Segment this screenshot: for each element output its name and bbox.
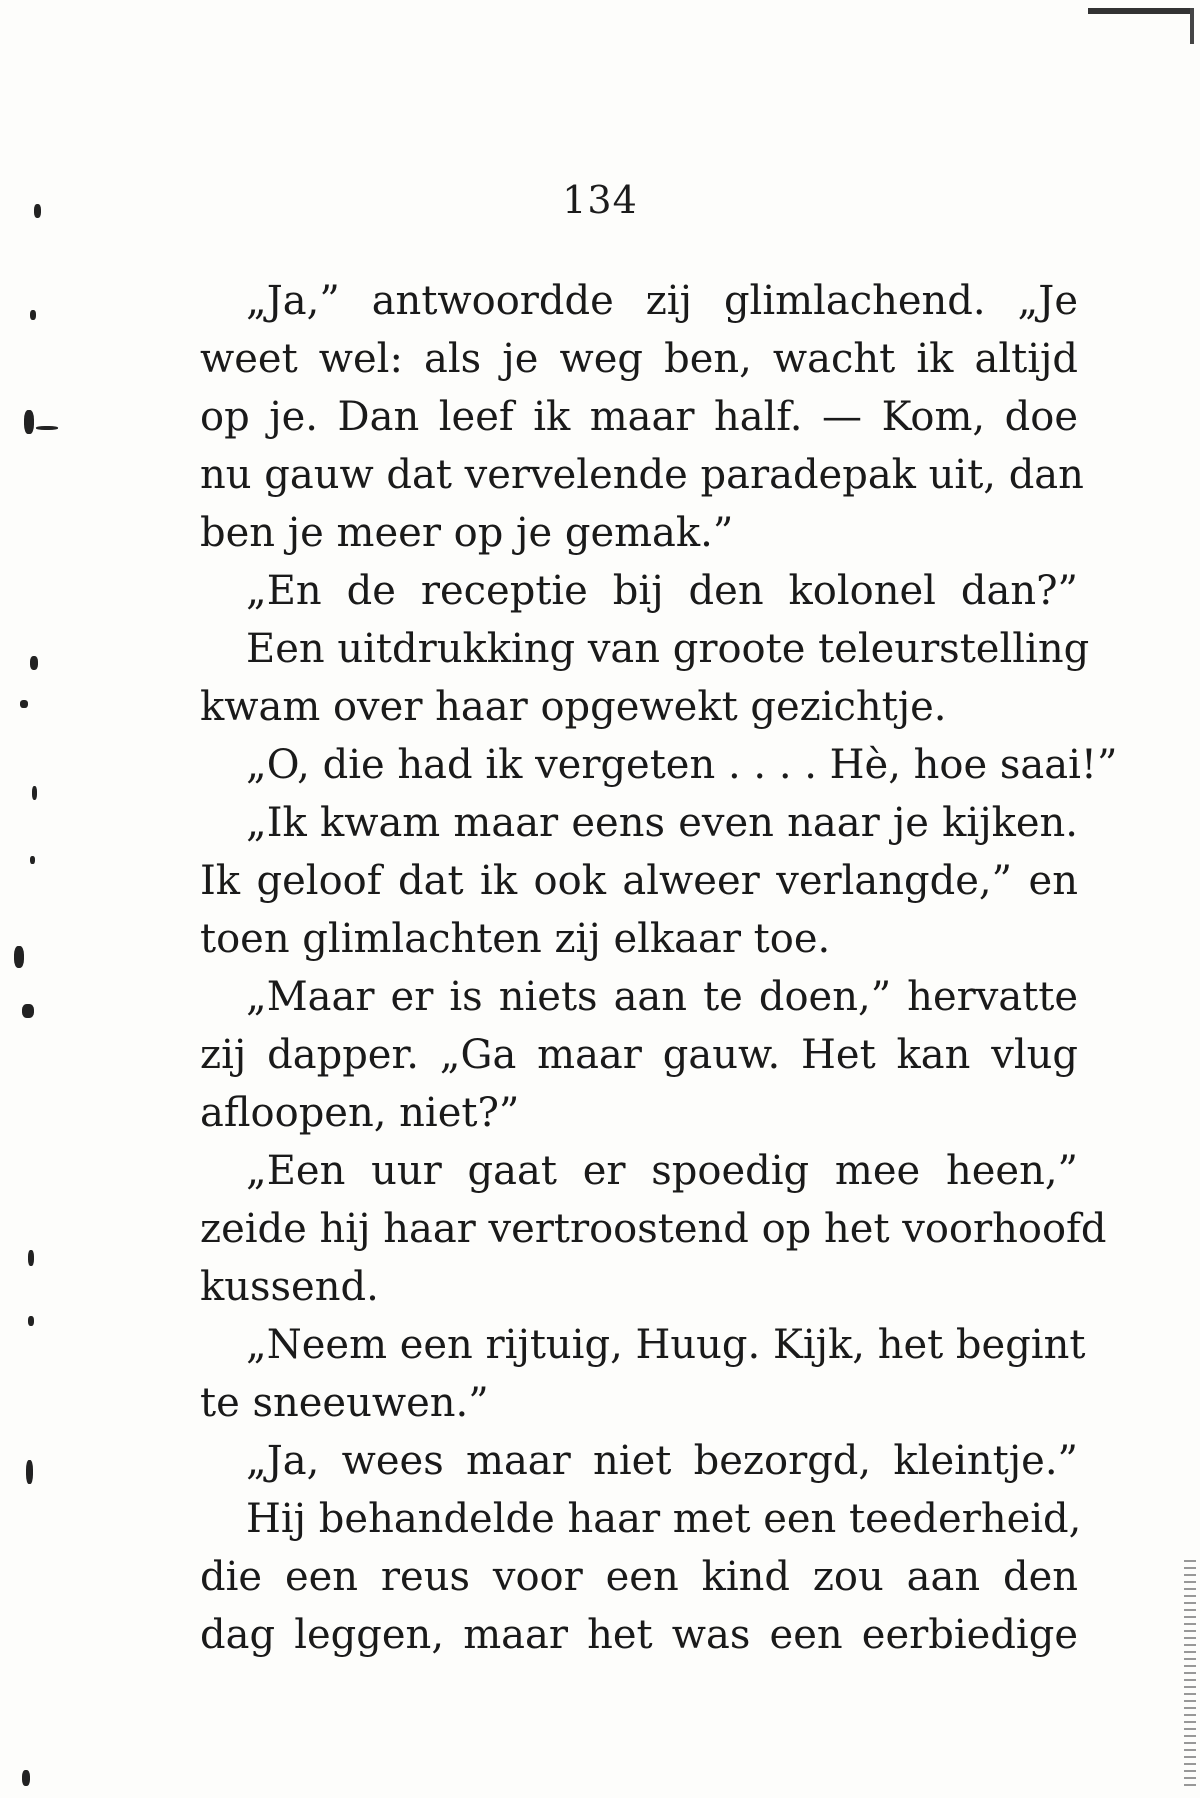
text-line: „En de receptie bij den kolonel dan?” xyxy=(246,568,1078,614)
text-line: kussend. xyxy=(200,1264,379,1310)
scan-dot xyxy=(30,856,35,864)
text-line: toen glimlachten zij elkaar toe. xyxy=(200,916,831,962)
text-line: Ik geloof dat ik ook alweer verlangde,” en xyxy=(200,858,1078,904)
text-line: weet wel: als je weg ben, wacht ik altijd xyxy=(200,336,1078,382)
text-line: nu gauw dat vervelende paradepak uit, dan xyxy=(200,452,1084,498)
scan-dot xyxy=(20,700,28,708)
scan-dot xyxy=(24,410,34,434)
text-line: op je. Dan leef ik maar half. — Kom, doe xyxy=(200,394,1078,440)
scan-dot xyxy=(30,310,36,320)
text-line: „Een uur gaat er spoedig mee heen,” xyxy=(246,1148,1078,1194)
scan-edge-speckle xyxy=(1184,1560,1196,1790)
text-line: zij dapper. „Ga maar gauw. Het kan vlug xyxy=(200,1032,1078,1078)
scan-dot xyxy=(28,1316,34,1326)
scan-dot xyxy=(22,1004,34,1018)
text-line: „Ja, wees maar niet bezorgd, kleintje.” xyxy=(246,1438,1078,1484)
scan-dot xyxy=(14,946,24,968)
scan-dot xyxy=(22,1770,30,1786)
text-line: kwam over haar opgewekt gezichtje. xyxy=(200,684,947,730)
text-line: Hij behandelde haar met een teederheid, xyxy=(246,1496,1082,1542)
text-line: „Ja,” antwoordde zij glimlachend. „Je xyxy=(246,278,1078,324)
scan-dot xyxy=(28,1250,34,1266)
page-number: 134 xyxy=(562,178,638,222)
text-line: „Maar er is niets aan te doen,” hervatte xyxy=(246,974,1078,1020)
text-line: Een uitdrukking van groote teleurstelling xyxy=(246,626,1090,672)
scan-dot xyxy=(36,426,58,430)
body-text xyxy=(200,272,1118,1664)
text-line: dag leggen, maar het was een eerbiedige xyxy=(200,1612,1078,1658)
text-line: afloopen, niet?” xyxy=(200,1090,520,1136)
scan-edge-mark xyxy=(1088,8,1194,14)
text-line: „Ik kwam maar eens even naar je kijken. xyxy=(246,800,1078,846)
scan-edge-mark-vertical xyxy=(1190,8,1194,44)
text-line: „O, die had ik vergeten . . . . Hè, hoe saai!” xyxy=(246,742,1118,788)
text-line: ben je meer op je gemak.” xyxy=(200,510,734,556)
text-line: „Neem een rijtuig, Huug. Kijk, het begint xyxy=(246,1322,1086,1368)
scan-dot xyxy=(32,786,37,800)
scan-dot xyxy=(30,656,38,670)
text-line: zeide hij haar vertroostend op het voorhoofd xyxy=(200,1206,1107,1252)
text-line: te sneeuwen.” xyxy=(200,1380,489,1426)
text-line: die een reus voor een kind zou aan den xyxy=(200,1554,1078,1600)
scan-dot xyxy=(26,1460,33,1484)
